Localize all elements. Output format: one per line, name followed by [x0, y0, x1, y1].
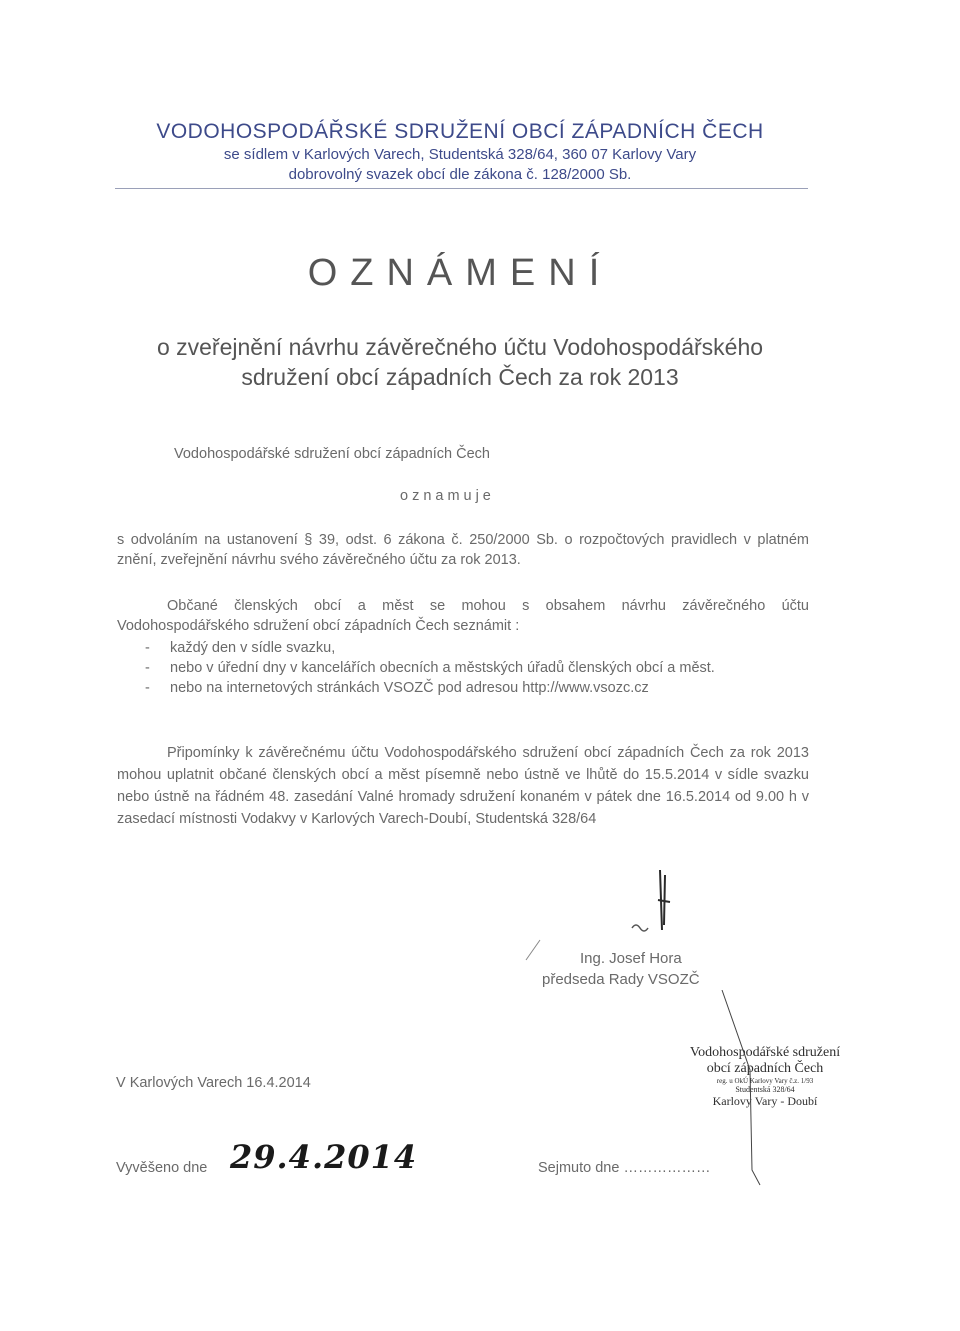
- stamp-line: reg. u OkÚ Karlovy Vary č.z. 1/93: [716, 1077, 814, 1085]
- list-item: - nebo v úřední dny v kancelářích obecních a městských úřadů členských obcí a měst.: [145, 658, 810, 678]
- organization-legal-form: dobrovolný svazek obcí dle zákona č. 128/2000 Sb.: [288, 166, 632, 183]
- posted-label: Vyvěšeno dne: [116, 1160, 208, 1176]
- signatory-name: Ing. Josef Hora: [580, 950, 682, 967]
- header-divider: [115, 188, 808, 189]
- stamp-line: Studentská 328/64: [735, 1085, 795, 1094]
- inspection-options-list: [145, 638, 810, 698]
- document-title: OZNÁMENÍ: [307, 252, 613, 294]
- document-subtitle: o zveřejnění návrhu závěrečného účtu Vodohospodářského sdružení obcí západních Čech za rok 2013: [156, 334, 764, 390]
- paragraph-inspection: Občané členských obcí a měst se mohou s obsahem návrhu závěrečného účtu Vodohospodářského sdružení obcí západních Čech seznámit :: [117, 598, 809, 634]
- stamp-line: Karlovy Vary - Doubí: [712, 1094, 818, 1108]
- list-item: - každý den v sídle svazku,: [145, 638, 810, 658]
- list-item: - nebo na internetových stránkách VSOZČ pod adresou http://www.vsozc.cz: [145, 678, 810, 698]
- announces-verb: oznamuje: [400, 488, 495, 504]
- signatory-role: předseda Rady VSOZČ: [542, 971, 700, 988]
- removed-label: Sejmuto dne ………………: [538, 1160, 711, 1176]
- organization-address: se sídlem v Karlových Varech, Studentská 328/64, 360 07 Karlovy Vary: [223, 146, 697, 163]
- stamp-line: obcí západních Čech: [706, 1061, 824, 1076]
- paragraph-comments: Připomínky k závěrečnému účtu Vodohospodářského sdružení obcí západních Čech za rok 2013 mohou uplatnit občané členských obcí a měst písemně nebo ústně ve lhůtě do 15.5.2014 v sídle svazku nebo ústně na řádném 48. zasedání Valné hromady sdružení konaném v pátek dne 16.5.2014 od 9.00 h v zasedací místnosti Vodakvy v Karlových Varech-Doubí, Studentská 328/64: [117, 745, 809, 827]
- organization-name: VODOHOSPODÁŘSKÉ SDRUŽENÍ OBCÍ ZÁPADNÍCH ČECH: [156, 120, 764, 143]
- stamp-line-mark: [720, 990, 770, 1190]
- announcer-name: Vodohospodářské sdružení obcí západních Čech: [174, 446, 490, 462]
- paragraph-legal-basis: s odvoláním na ustanovení § 39, odst. 6 zákona č. 250/2000 Sb. o rozpočtových pravidlech v platném znění, zveřejnění návrhu svého závěrečného účtu za rok 2013.: [117, 532, 809, 568]
- place-and-date: V Karlových Varech 16.4.2014: [116, 1075, 311, 1091]
- posted-date-handwritten: 29.4.2014: [230, 1138, 418, 1176]
- stamp-line: Vodohospodářské sdružení: [689, 1045, 841, 1060]
